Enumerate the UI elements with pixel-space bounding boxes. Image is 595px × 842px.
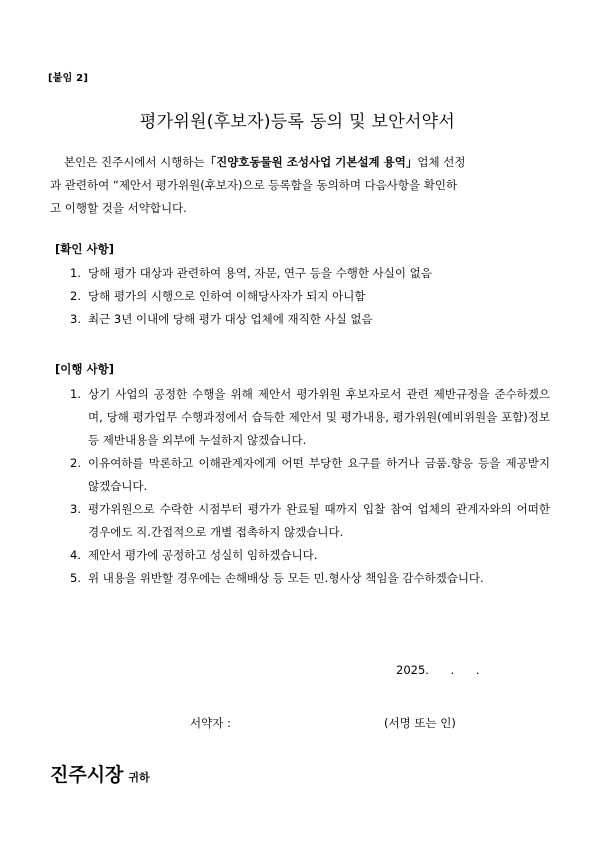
item-number: 3. <box>70 312 81 326</box>
intro-line-2: 과 관련하여 “제안서 평가위원(후보자)으로 등록함을 동의하며 다음사항을 확인하 <box>50 178 458 192</box>
item-number: 4. <box>70 548 81 562</box>
item-text: 평가위원으로 수락한 시점부터 평가가 완료될 때까지 입찰 참여 업체의 관계자와의 어떠한 경우에도 직.간접적으로 개별 접촉하지 않겠습니다. <box>88 502 550 539</box>
confirm-list <box>70 262 550 331</box>
item-text: 이유여하를 막론하고 이해관계자에게 어떤 부당한 요구를 하거나 금품.향응 등을 제공받지 않겠습니다. <box>88 456 550 493</box>
list-item <box>70 452 550 498</box>
item-number: 5. <box>70 571 81 585</box>
list-item <box>70 567 550 590</box>
list-item <box>70 383 550 452</box>
intro-line-3: 고 이행할 것을 서약합니다. <box>50 201 187 215</box>
list-item <box>70 544 550 567</box>
item-number: 1. <box>70 266 81 280</box>
signature-note: (서명 또는 인) <box>384 716 456 730</box>
intro-line1-post: 업체 선정 <box>417 155 466 169</box>
list-item <box>70 308 550 331</box>
project-name: 「진양호동물원 조성사업 기본설계 용역」 <box>204 155 418 169</box>
signer-label: 서약자 : <box>190 716 231 730</box>
list-item <box>70 262 550 285</box>
intro-line1-pre: 본인은 진주시에서 시행하는 <box>64 155 205 169</box>
confirm-heading: [확인 사항] <box>55 242 114 256</box>
item-text: 당해 평가 대상과 관련하여 용역, 자문, 연구 등을 수행한 사실이 없음 <box>88 266 432 280</box>
item-number: 3. <box>70 502 81 516</box>
item-text: 제안서 평가에 공정하고 성실히 임하겠습니다. <box>88 548 318 562</box>
honorific: 귀하 <box>128 771 150 784</box>
intro-line-1 <box>50 151 550 174</box>
item-number: 2. <box>70 289 81 303</box>
list-item <box>70 498 550 544</box>
perform-list <box>70 383 550 590</box>
perform-heading: [이행 사항] <box>55 362 114 376</box>
addressee <box>50 760 150 787</box>
date-line: 2025. . . <box>396 663 480 677</box>
intro-paragraph <box>50 151 550 220</box>
item-text: 최근 3년 이내에 당해 평가 대상 업체에 재직한 사실 없음 <box>88 312 373 326</box>
item-text: 상기 사업의 공정한 수행을 위해 제안서 평가위원 후보자로서 관련 제반규정을 준수하겠으며, 당해 평가업무 수행과정에서 습득한 제안서 및 평가내용, 평가위원(예비위원을 포함)정보 등 제반내용을 외부에 누설하지 않겠습니다. <box>88 387 550 447</box>
list-item <box>70 285 550 308</box>
page-title: 평가위원(후보자)등록 동의 및 보안서약서 <box>139 112 456 132</box>
item-number: 2. <box>70 456 81 470</box>
attachment-label: [붙임 2] <box>48 73 89 84</box>
item-number: 1. <box>70 387 81 401</box>
addressee-name: 진주시장 <box>50 764 124 786</box>
item-text: 위 내용을 위반할 경우에는 손해배상 등 모든 민.형사상 책임을 감수하겠습니다. <box>88 571 484 585</box>
item-text: 당해 평가의 시행으로 인하여 이해당사자가 되지 아니함 <box>88 289 366 303</box>
